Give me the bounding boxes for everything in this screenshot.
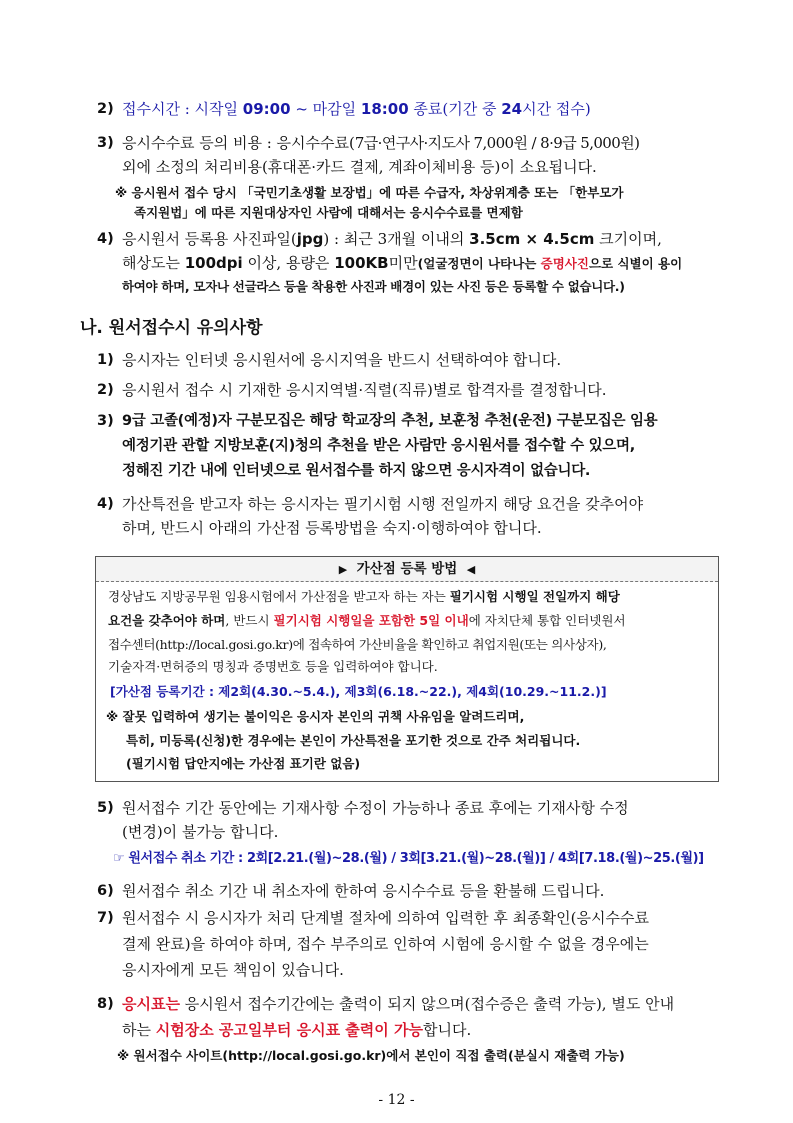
s4-number: 4) xyxy=(97,496,114,512)
box-deadline-highlight: 필기시험 시행일을 포함한 5일 이내 xyxy=(273,613,469,628)
item-4-line-3: 하여야 하며, 모자나 선글라스 등을 착용한 사진과 배경이 있는 사진 등은 등록할 수 없습니다.) xyxy=(122,279,625,294)
s5-line-1: 원서접수 기간 동안에는 기재사항 수정이 가능하나 종료 후에는 기재사항 수정 xyxy=(122,799,629,817)
s6-text: 원서접수 취소 기간 내 취소자에 한하여 응시수수료 등을 환불해 드립니다. xyxy=(122,882,605,900)
s8-note: ※ 원서접수 사이트(http://local.gosi.go.kr)에서 본인이 직접 출력(분실시 재출력 가능) xyxy=(117,1048,625,1063)
s7-number: 7) xyxy=(97,910,114,926)
triangle-right-icon: ▶ xyxy=(338,563,348,576)
item-2-number: 2) xyxy=(97,101,114,117)
s1-text: 응시자는 인터넷 응시원서에 응시지역을 반드시 선택하여야 합니다. xyxy=(122,351,562,369)
cancel-period-note: ☞ 원서접수 취소 기간 : 2회[2.21.(월)~28.(월) / 3회[3.21.(월)~28.(월)] / 4회[7.18.(월)~25.(월)] xyxy=(113,851,704,866)
s8-l2c: 합니다. xyxy=(422,1021,472,1039)
item-3-line-1 xyxy=(122,133,639,153)
box-line-2 xyxy=(108,612,626,630)
triangle-left-icon: ◀ xyxy=(466,563,476,576)
s3-number: 3) xyxy=(97,413,114,429)
box-l1a: 경상남도 지방공무원 임용시험에서 가산점을 받고자 하는 자는 xyxy=(108,589,450,604)
box-l2b: , 반드시 xyxy=(225,613,274,628)
box-line-3: 접수센터(http://local.gosi.go.kr)에 접속하여 가산비율을 확인하고 취업지원(또는 의사상자), xyxy=(108,637,607,652)
item-3-line-2: 외에 소정의 처리비용(휴대폰·카드 결제, 계좌이체비용 등)이 소요됩니다. xyxy=(122,158,597,176)
box-note-1: ※ 잘못 입력하여 생기는 불이익은 응시자 본인의 귀책 사유임을 알려드리며, xyxy=(106,709,525,724)
item-4-l2a: 해상도는 xyxy=(122,254,185,272)
box-title-text: 가산점 등록 방법 xyxy=(356,561,458,577)
item-2-end1: 종료(기간 중 xyxy=(408,100,502,118)
bonus-registration-box xyxy=(95,556,719,782)
item-4-l2e: 미만 xyxy=(388,254,418,272)
item-4-l1a: 응시원서 등록용 사진파일( xyxy=(122,230,297,248)
section-heading: 나. 원서접수시 유의사항 xyxy=(80,318,263,338)
item-3-l1a: 응시수수료 등의 비용 : 응시수수료( xyxy=(122,134,355,152)
s8-line-2 xyxy=(122,1020,471,1040)
s2-number: 2) xyxy=(97,382,114,398)
id-photo-highlight: 증명사진 xyxy=(540,256,589,271)
s3-line-1: 9급 고졸(예정)자 구분모집은 해당 학교장의 추천, 보훈청 추천(운전) 구분모집은 임용 xyxy=(122,413,658,429)
box-l2a: 요건을 갖추어야 하며 xyxy=(108,613,226,628)
item-2-text xyxy=(122,99,591,119)
item-4-format: jpg xyxy=(296,230,324,248)
s1-number: 1) xyxy=(97,352,114,368)
s8-l1b: 응시원서 접수기간에는 출력이 되지 않으며(접수증은 출력 가능), 별도 안내 xyxy=(179,995,675,1013)
box-registration-period: [가산점 등록기간 : 제2회(4.30.~5.4.), 제3회(6.18.~22.), 제4회(10.29.~11.2.)] xyxy=(110,684,607,699)
item-4-line-1 xyxy=(122,229,662,249)
item-4-kb: 100KB xyxy=(334,254,389,272)
box-line-1 xyxy=(108,588,620,606)
s3-line-2: 예정기관 관할 지방보훈(지)청의 추천을 받은 사람만 응시원서를 접수할 수 있으며, xyxy=(122,438,635,454)
start-time: 09:00 xyxy=(242,100,291,118)
item-4-l2f: (얼굴정면이 나타나는 xyxy=(417,256,541,271)
s2-text: 응시원서 접수 시 기재한 응시지역별·직렬(직류)별로 합격자를 결정합니다. xyxy=(122,381,607,399)
s4-line-2: 하며, 반드시 아래의 가산점 등록방법을 숙지·이행하여야 합니다. xyxy=(122,519,542,537)
item-2-label: 접수시간 : 시작일 xyxy=(122,100,243,118)
s8-line-1 xyxy=(122,994,674,1014)
box-line-4: 기술자격·면허증의 명칭과 증명번호 등을 입력하여야 합니다. xyxy=(108,659,438,674)
item-4-l1e: 크기이며, xyxy=(594,230,662,248)
item-4-l1c: ) : 최근 3개월 이내의 xyxy=(323,230,470,248)
item-3-fees: 7급·연구사·지도사 7,000원 / 8·9급 5,000원) xyxy=(354,134,640,152)
s5-number: 5) xyxy=(97,800,114,816)
box-note-3: (필기시험 답안지에는 가산점 표기란 없음) xyxy=(126,756,361,771)
s8-number: 8) xyxy=(97,996,114,1012)
hours: 24 xyxy=(501,100,523,118)
s4-line-1: 가산특전을 받고자 하는 응시자는 필기시험 시행 전일까지 해당 요건을 갖추어야 xyxy=(122,495,644,513)
item-2-mid: ~ 마감일 xyxy=(290,100,361,118)
s3-line-3: 정해진 기간 내에 인터넷으로 원서접수를 하지 않으면 응시자격이 없습니다. xyxy=(122,463,591,479)
item-3-number: 3) xyxy=(97,135,114,151)
item-4-size: 3.5cm × 4.5cm xyxy=(469,230,595,248)
item-4-line-2 xyxy=(122,253,682,274)
s7-line-1: 원서접수 시 응시자가 처리 단계별 절차에 의하여 입력한 후 최종확인(응시수수료 xyxy=(122,909,649,927)
admission-ticket-highlight: 응시표는 xyxy=(122,995,180,1013)
box-l1b: 필기시험 시행일 전일까지 해당 xyxy=(449,589,620,604)
item-4-number: 4) xyxy=(97,231,114,247)
s5-line-2: (변경)이 불가능 합니다. xyxy=(122,823,279,841)
item-2-end2: 시간 접수) xyxy=(522,100,591,118)
print-available-highlight: 시험장소 공고일부터 응시표 출력이 가능 xyxy=(155,1021,423,1039)
item-4-dpi: 100dpi xyxy=(184,254,243,272)
s7-line-2: 결제 완료)을 하여야 하며, 접수 부주의로 인하여 시험에 응시할 수 없을 경우에는 xyxy=(122,935,649,953)
page-number: - 12 - xyxy=(378,1092,415,1108)
box-l2d: 에 자치단체 통합 인터넷원서 xyxy=(468,613,626,628)
s8-l2a: 하는 xyxy=(122,1021,156,1039)
end-time: 18:00 xyxy=(360,100,409,118)
s7-line-3: 응시자에게 모든 책임이 있습니다. xyxy=(122,961,344,979)
fee-exemption-note-2: 족지원법」에 따른 지원대상자인 사람에 대해서는 응시수수료를 면제함 xyxy=(134,205,523,220)
item-4-l2c: 이상, 용량은 xyxy=(242,254,335,272)
item-4-l2h: 으로 식별이 용이 xyxy=(588,256,683,271)
fee-exemption-note-1: ※ 응시원서 접수 당시 「국민기초생활 보장법」에 따른 수급자, 차상위계층 또는 「한부모가 xyxy=(115,185,624,200)
box-title xyxy=(96,557,718,582)
s6-number: 6) xyxy=(97,883,114,899)
box-note-2: 특히, 미등록(신청)한 경우에는 본인이 가산특전을 포기한 것으로 간주 처리됩니다. xyxy=(126,733,581,748)
